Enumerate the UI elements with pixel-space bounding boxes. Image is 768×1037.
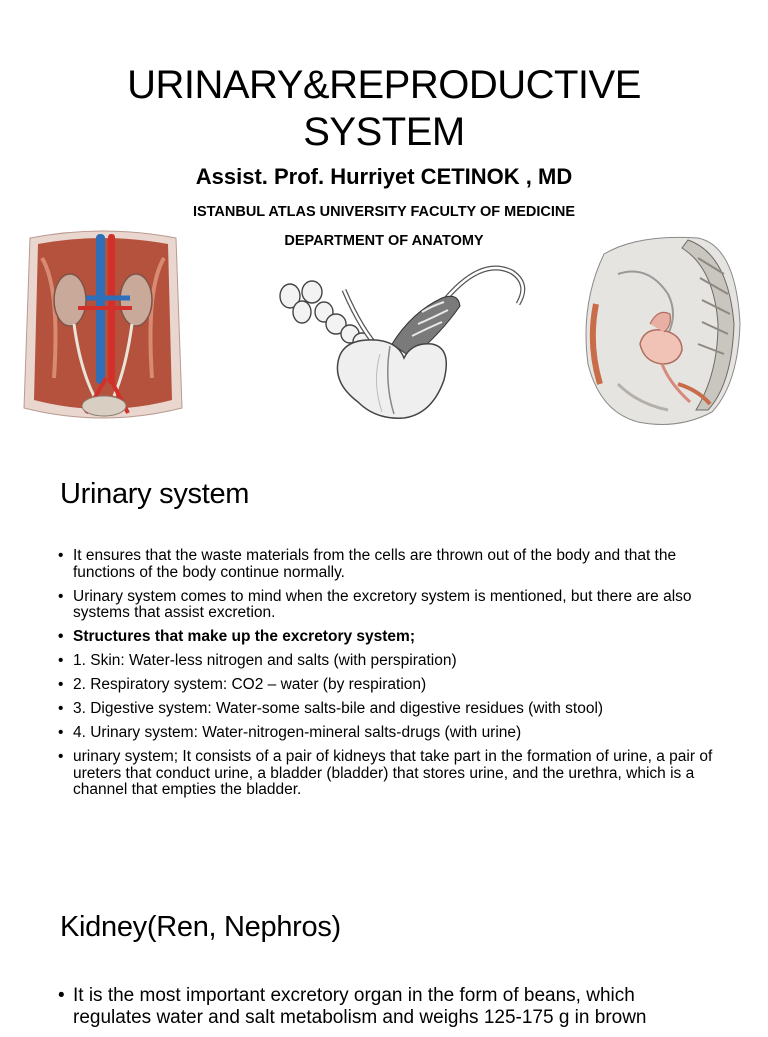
list-item: • It ensures that the waste materials from the cells are thrown out of the body and that the functions of the body continue normally. [56,548,716,581]
list-item: • 1. Skin: Water-less nitrogen and salts (with perspiration) [56,653,716,670]
list-item: • Structures that make up the excretory system; [56,629,716,646]
list-item: • 4. Urinary system: Water-nitrogen-mineral salts-drugs (with urine) [56,725,716,742]
list-item: • urinary system; It consists of a pair of kidneys that take part in the formation of urine, a pair of ureters that conduct urine, a bladder (bladder) that stores urine, and the urethra, which is a channel that empties the bladder. [56,749,716,799]
list-item: • 2. Respiratory system: CO2 – water (by respiration) [56,677,716,694]
male-reproductive-glands-illustration [272,262,528,422]
author-name: Assist. Prof. Hurriyet CETINOK , MD [195,164,573,189]
kidney-anatomy-illustration [20,228,186,424]
urinary-system-bullet-list [56,548,716,806]
title-line-2: SYSTEM [303,110,465,154]
list-item: • 3. Digestive system: Water-some salts-bile and digestive residues (with stool) [56,701,716,718]
list-item: • It is the most important excretory organ in the form of beans, which regulates water and salt metabolism and weighs 125-175 g in brown [56,985,716,1029]
kidney-bullet-list [56,985,716,1037]
department-name: DEPARTMENT OF ANATOMY [284,233,484,249]
list-item: • Urinary system comes to mind when the excretory system is mentioned, but there are also systems that assist excretion. [56,589,716,622]
urinary-system-heading: Urinary system [60,478,250,510]
slide-title [0,62,768,156]
title-line-1: URINARY&REPRODUCTIVE [127,63,641,107]
institution-name: ISTANBUL ATLAS UNIVERSITY FACULTY OF MEDICINE [192,204,576,220]
pelvis-sagittal-section-illustration [578,234,742,426]
kidney-heading: Kidney(Ren, Nephros) [60,911,341,943]
